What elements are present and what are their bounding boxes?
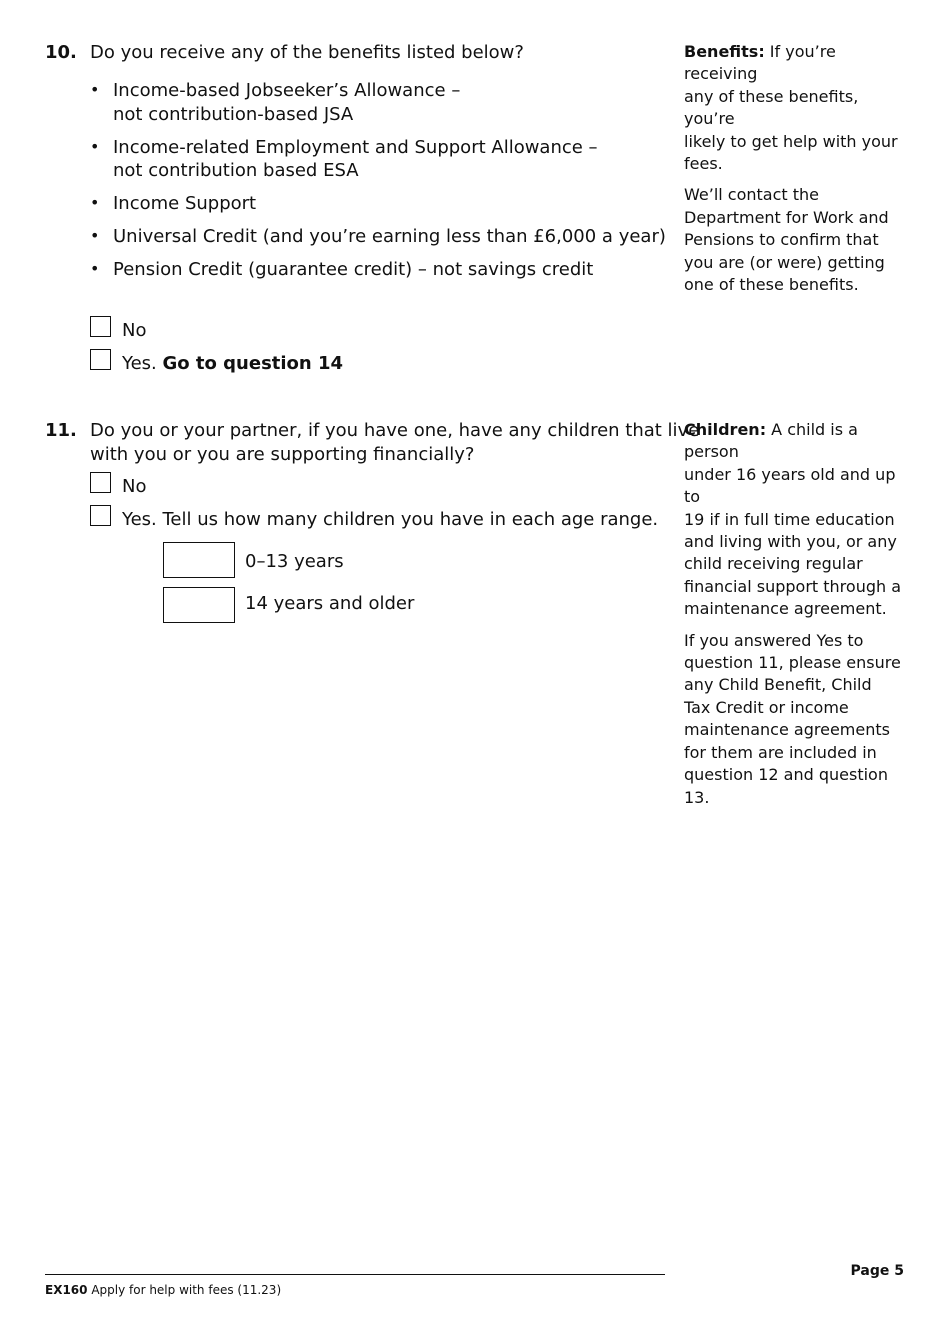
bullet: • [90, 226, 100, 245]
question-10-number: 10. [45, 42, 77, 63]
children-note [684, 419, 910, 809]
list-item: not contribution-based JSA [113, 104, 354, 125]
children-0-13-input[interactable] [163, 542, 235, 578]
children-note-text: A child is a person [684, 420, 858, 462]
benefits-note-title: Benefits: [684, 42, 765, 61]
children-note-line: financial support through a [684, 576, 902, 596]
q10-goto-text: Go to question 14 [162, 353, 344, 374]
form-code: EX160 [45, 1283, 88, 1297]
q11-yes-label: Yes. Tell us how many children you have in each age range. [122, 509, 659, 530]
list-item: Income-based Jobseeker’s Allowance – [113, 80, 461, 101]
benefits-note-line [684, 41, 910, 86]
benefits-note-line: likely to get help with your [684, 131, 898, 151]
benefits-note-line: one of these benefits. [684, 275, 859, 295]
page-number: Page 5 [850, 1263, 904, 1279]
bullet: • [90, 137, 100, 156]
form-title: Apply for help with fees (11.23) [87, 1283, 282, 1297]
children-14-plus-input[interactable] [163, 587, 235, 623]
footer-divider [45, 1274, 665, 1275]
children-note-line: for them are included in [684, 742, 877, 762]
q10-yes-text: Yes. [122, 353, 157, 374]
children-0-13-label: 0–13 years [245, 551, 344, 572]
benefits-note-text: If you’re receiving [684, 42, 836, 84]
question-10-text: Do you receive any of the benefits listed below? [90, 42, 524, 63]
bullet: • [90, 80, 100, 99]
list-item: Income Support [113, 193, 257, 214]
benefits-note-line: Department for Work and [684, 207, 889, 227]
children-note-title: Children: [684, 420, 767, 439]
question-11-text-line2: with you or you are supporting financially? [90, 444, 475, 465]
children-note-line: under 16 years old and up to [684, 464, 896, 507]
benefits-note-line: Pensions to confirm that [684, 230, 879, 250]
list-item: Income-related Employment and Support Allowance – [113, 137, 598, 158]
q11-yes-checkbox[interactable] [90, 505, 111, 526]
list-item: Pension Credit (guarantee credit) – not savings credit [113, 259, 594, 280]
children-14-plus-label: 14 years and older [245, 593, 415, 614]
benefits-note-line: We’ll contact the [684, 185, 820, 205]
children-note-line: 19 if in full time education [684, 509, 895, 529]
bullet: • [90, 193, 100, 212]
q10-no-checkbox[interactable] [90, 316, 111, 337]
q11-no-checkbox[interactable] [90, 472, 111, 493]
children-note-line [684, 419, 910, 464]
q10-yes-checkbox[interactable] [90, 349, 111, 370]
benefits-note-line: any of these benefits, you’re [684, 86, 859, 129]
children-note-line: any Child Benefit, Child [684, 675, 872, 695]
list-item: not contribution based ESA [113, 160, 359, 181]
children-note-line: If you answered Yes to [684, 630, 864, 650]
q10-yes-label [122, 353, 343, 375]
question-11-number: 11. [45, 420, 77, 441]
question-11-text-line1: Do you or your partner, if you have one, have any children that live [90, 420, 700, 441]
children-note-line: maintenance agreement. [684, 599, 887, 619]
bullet: • [90, 259, 100, 278]
children-note-line: and living with you, or any [684, 532, 897, 552]
benefits-note-line: you are (or were) getting [684, 252, 885, 272]
benefits-note [684, 41, 910, 296]
q10-no-label: No [122, 320, 147, 341]
q11-no-label: No [122, 476, 147, 497]
children-note-line: question 11, please ensure [684, 653, 901, 673]
children-note-line: question 12 and question 13. [684, 765, 888, 807]
benefits-note-line: fees. [684, 154, 723, 174]
footer-form-ref [45, 1283, 281, 1297]
children-note-line: maintenance agreements [684, 720, 890, 740]
children-note-line: Tax Credit or income [684, 697, 849, 717]
list-item: Universal Credit (and you’re earning less than £6,000 a year) [113, 226, 666, 247]
children-note-line: child receiving regular [684, 554, 863, 574]
